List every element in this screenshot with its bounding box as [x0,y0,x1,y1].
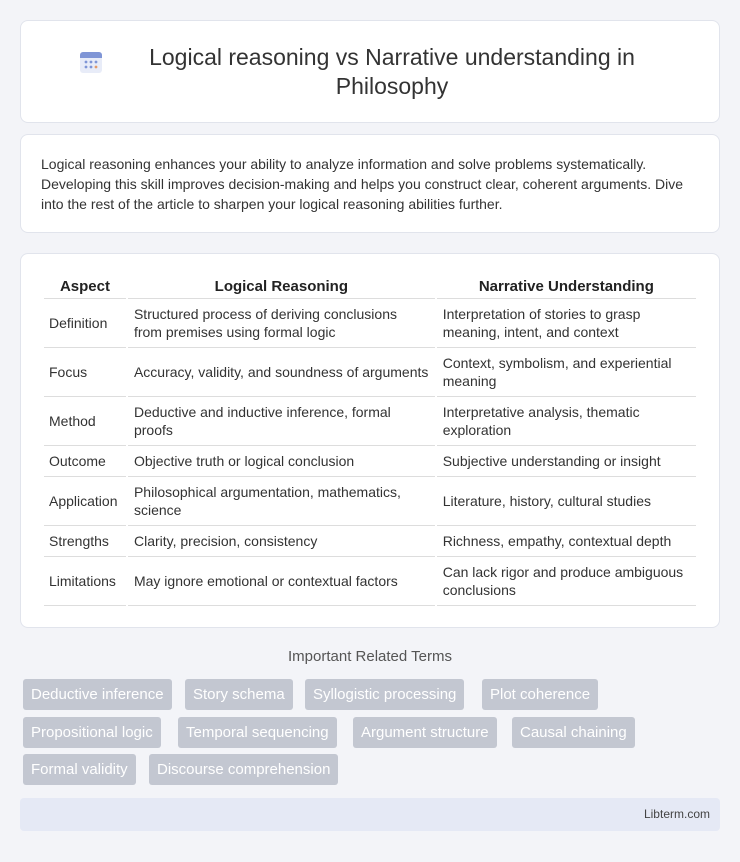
related-terms-title: Important Related Terms [288,648,452,665]
row-logical: Philosophical argumentation, mathematics, science [128,477,435,526]
page-title: Logical reasoning vs Narrative understanding in Philosophy [149,43,635,99]
table-row [44,446,696,477]
row-narrative: Literature, history, cultural studies [437,477,696,526]
intro-paragraph: Logical reasoning enhances your ability to analyze information and solve problems systematically. Developing this skill improves decision-making and helps you construct clear, coherent arguments. Dive into the rest of the article to sharpen your logical reasoning abilities further. [41,156,683,212]
tag-syllogistic-processing[interactable]: Syllogistic processing [305,679,464,710]
tag-deductive-inference[interactable]: Deductive inference [23,679,172,710]
header-logical-reasoning: Logical Reasoning [128,274,435,299]
row-logical: Accuracy, validity, and soundness of arguments [128,348,435,397]
row-narrative: Can lack rigor and produce ambiguous conclusions [437,557,696,606]
row-logical: Deductive and inductive inference, formal proofs [128,397,435,446]
row-logical: Structured process of deriving conclusions from premises using formal logic [128,299,435,348]
table-row [44,477,696,526]
row-aspect: Limitations [44,557,126,606]
row-aspect: Method [44,397,126,446]
table-row [44,348,696,397]
row-logical: Clarity, precision, consistency [128,526,435,557]
table-row [44,299,696,348]
intro-card [20,134,720,233]
row-narrative: Richness, empathy, contextual depth [437,526,696,557]
footer [20,798,720,831]
tag-argument-structure[interactable]: Argument structure [353,717,497,748]
tag-causal-chaining[interactable]: Causal chaining [512,717,635,748]
row-logical: Objective truth or logical conclusion [128,446,435,477]
tag-temporal-sequencing[interactable]: Temporal sequencing [178,717,337,748]
footer-site-link[interactable]: Libterm.com [643,807,710,821]
row-aspect: Strengths [44,526,126,557]
row-narrative: Subjective understanding or insight [437,446,696,477]
row-aspect: Outcome [44,446,126,477]
table-row [44,557,696,606]
comparison-table-card [20,253,720,628]
tag-plot-coherence[interactable]: Plot coherence [482,679,598,710]
row-aspect: Focus [44,348,126,397]
header-narrative-understanding: Narrative Understanding [437,274,696,299]
row-narrative: Interpretative analysis, thematic exploration [437,397,696,446]
row-narrative: Context, symbolism, and experiential meaning [437,348,696,397]
tag-formal-validity[interactable]: Formal validity [23,754,136,785]
table-header-row [44,274,696,299]
title-card [20,20,720,123]
tag-discourse-comprehension[interactable]: Discourse comprehension [149,754,338,785]
tag-story-schema[interactable]: Story schema [185,679,293,710]
document-list-icon [78,49,104,75]
row-logical: May ignore emotional or contextual factors [128,557,435,606]
row-aspect: Definition [44,299,126,348]
table-row [44,397,696,446]
header-aspect: Aspect [44,274,126,299]
row-narrative: Interpretation of stories to grasp meaning, intent, and context [437,299,696,348]
tag-propositional-logic[interactable]: Propositional logic [23,717,161,748]
row-aspect: Application [44,477,126,526]
comparison-table [42,274,698,606]
table-row [44,526,696,557]
